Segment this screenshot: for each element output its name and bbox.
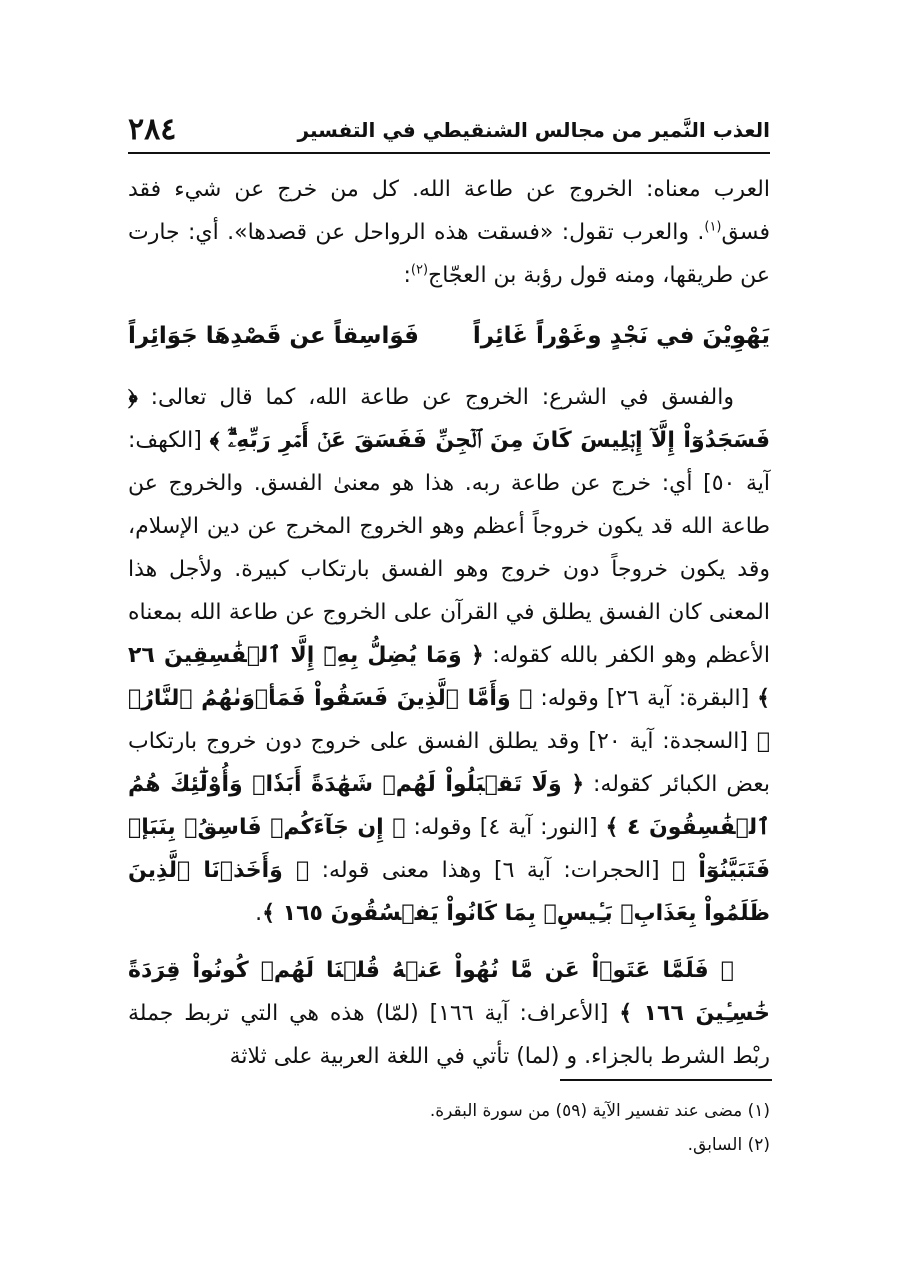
footnote-text: مضى عند تفسير الآية (٥٩) من سورة البقرة.	[429, 1101, 743, 1121]
footnote-number: (٢)	[747, 1135, 770, 1155]
quran-quote: ﴿ وَلَا تَقۡبَلُواْ لَهُمۡ شَهَٰدَةً أَبَدٗاۚ وَأُوْلَٰٓئِكَ هُمُ ٱلۡفَٰسِقُونَ ٤ ﴾	[128, 772, 770, 840]
paragraph-text: والفسق في الشرع: الخروج عن طاعة الله، كما قال تعالى:	[150, 385, 734, 410]
paragraph-text: [الأعراف: آية ١٦٦] (لمّا) هذه هي التي تربط جملة ربْط الشرط بالجزاء. و (لما) تأتي في اللغة العربية على ثلاثة	[128, 1001, 770, 1069]
poetry-verse	[128, 315, 770, 358]
paragraph-text: [البقرة: آية ٢٦] وقوله:	[540, 686, 750, 711]
quran-quote: ﴿ وَأَمَّا ٱلَّذِينَ فَسَقُواْ فَمَأۡوَىٰهُمُ ٱلنَّارُۖ ﴾	[128, 686, 771, 754]
quran-quote: ﴿ إِن جَآءَكُمۡ فَاسِقُۢ بِنَبَإٖ فَتَبَيَّنُوٓاْ ﴾	[128, 815, 770, 883]
footnote-ref-1[interactable]: (١)	[704, 219, 722, 235]
footnotes	[128, 1094, 770, 1162]
verse-second-hemistich: فَوَاسِقاً عن قَصْدِهَا جَوَائِراً	[128, 323, 419, 349]
page-body	[128, 168, 770, 1078]
footnote-1	[128, 1094, 770, 1128]
paragraph-text: [الكهف: آية ٥٠] أي: خرج عن طاعة ربه. هذا هو معنىٰ الفسق. والخروج عن طاعة الله قد يكون خروجاً أعظم وهو الخروج المخرج عن دين الإسلام، وقد يكون خروجاً دون خروج وهو الفسق بارتكاب كبيرة. ولأجل هذا المعنى كان الفسق يطلق في القرآن على الخروج عن طاعة الله بمعناه الأعظم وهو الكفر بالله كقوله:	[128, 428, 770, 668]
footnote-2	[128, 1128, 770, 1162]
paragraph-text: [السجدة: آية ٢٠] وقد يطلق الفسق على خروج دون خروج بارتكاب بعض الكبائر كقوله:	[128, 729, 771, 797]
paragraph-2	[128, 376, 770, 935]
footnote-text: السابق.	[687, 1135, 743, 1155]
paragraph-text: [النور: آية ٤] وقوله:	[413, 815, 598, 840]
paragraph-text: [الحجرات: آية ٦] وهذا معنى قوله:	[321, 858, 660, 883]
footnote-ref-2[interactable]: (٢)	[410, 262, 429, 278]
verse-first-hemistich: يَهْوِيْنَ في نَجْدٍ وغَوْراً غَائِراً	[472, 323, 770, 349]
paragraph-text: . والعرب تقول: «فسقت هذه الرواحل عن قصدها». أي: جارت عن طريقها، ومنه قول رؤبة بن العجّاج	[128, 220, 770, 288]
footnote-divider	[560, 1079, 772, 1081]
footnote-number: (١)	[747, 1101, 770, 1121]
paragraph-1	[128, 168, 770, 297]
paragraph-text: :	[403, 263, 411, 288]
running-title: العذب النَّمير من مجالس الشنقيطي في التفسير	[297, 118, 770, 142]
quran-quote: ﴿ فَسَجَدُوٓاْ إِلَّآ إِبۡلِيسَ كَانَ مِنَ ٱلۡجِنِّ فَفَسَقَ عَنۡ أَمۡرِ رَبِّهِۦٓۗ ﴾	[128, 385, 770, 453]
paragraph-text: العرب معناه: الخروج عن طاعة الله. كل من خرج عن شيء فقد فسق	[128, 177, 770, 245]
paragraph-3	[128, 949, 770, 1078]
page-header	[128, 112, 770, 152]
quran-quote: ﴿ وَمَا يُضِلُّ بِهِۦٓ إِلَّا ٱلۡفَٰسِقِينَ ٢٦ ﴾	[128, 643, 771, 711]
quran-quote: ﴿ وَأَخَذۡنَا ٱلَّذِينَ ظَلَمُواْ بِعَذَابِۭ بَـِٔيسِۭ بِمَا كَانُواْ يَفۡسُقُونَ ١٦٥ ﴾	[128, 858, 770, 926]
header-divider	[128, 152, 770, 154]
paragraph-text: .	[255, 901, 263, 926]
page-number: ٢٨٤	[128, 112, 177, 147]
quran-quote: ﴿ فَلَمَّا عَتَوۡاْ عَن مَّا نُهُواْ عَنۡهُ قُلۡنَا لَهُمۡ كُونُواْ قِرَدَةً خَٰسِـِٔينَ ١٦٦ ﴾	[128, 958, 771, 1026]
